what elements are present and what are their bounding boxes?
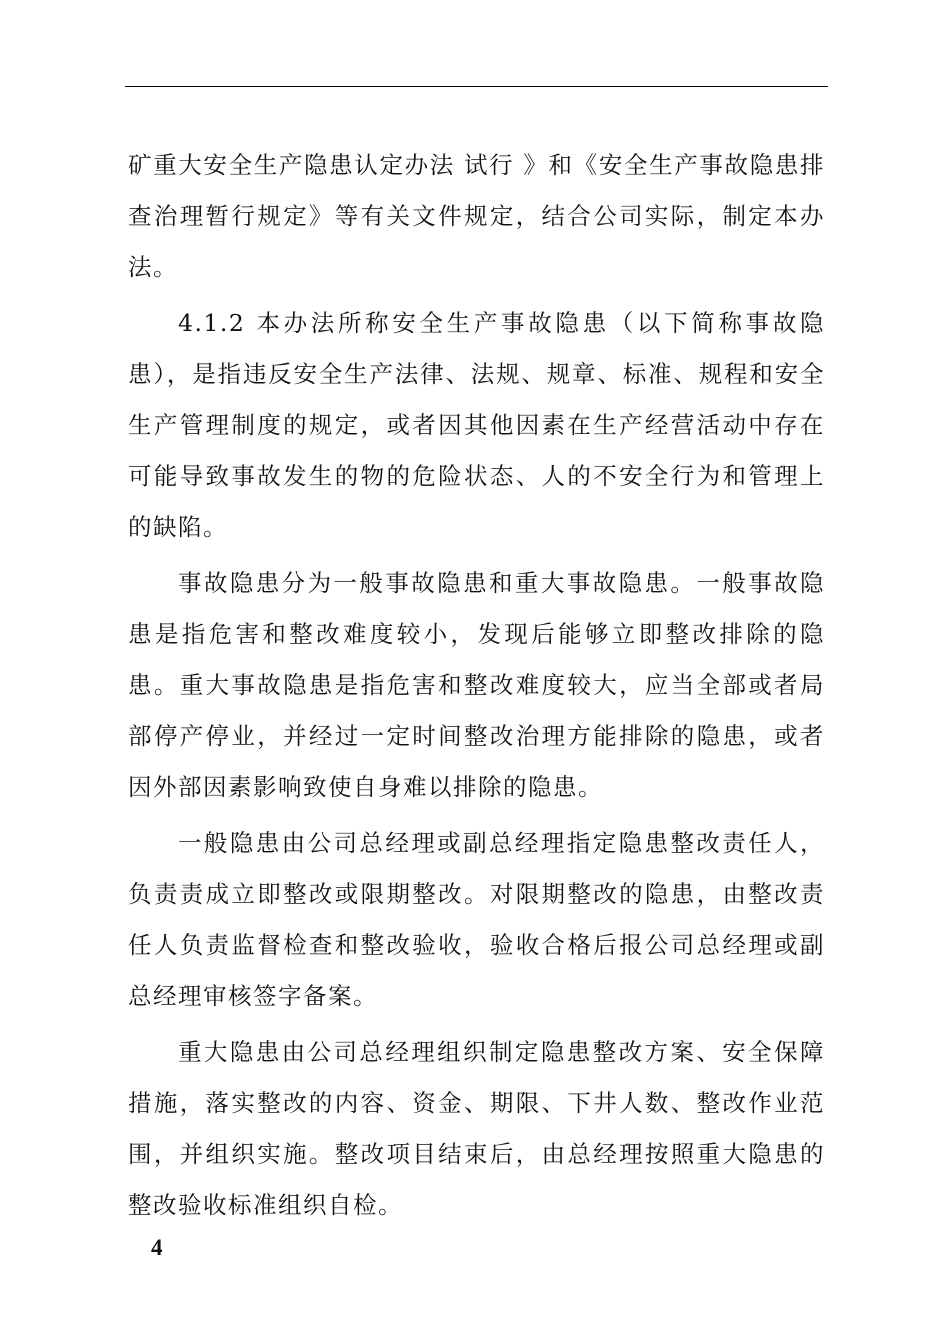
page-number: 4 bbox=[151, 1235, 163, 1260]
document-body bbox=[128, 140, 825, 1236]
page-footer bbox=[128, 1233, 168, 1263]
paragraph-continuation: 矿重大安全生产隐患认定办法 试行 》和《安全生产事故隐患排查治理暂行规定》等有关文件规定，结合公司实际，制定本办法。 bbox=[128, 151, 825, 281]
header-rule bbox=[125, 86, 828, 87]
paragraph-major-hazard: 重大隐患由公司总经理组织制定隐患整改方案、安全保障措施，落实整改的内容、资金、期限、下井人数、整改作业范围，并组织实施。整改项目结束后，由总经理按照重大隐患的整改验收标准组织自检。 bbox=[128, 1038, 825, 1219]
paragraph-4-1-2: 4.1.2 本办法所称安全生产事故隐患（以下简称事故隐患），是指违反安全生产法律、法规、规章、标准、规程和安全生产管理制度的规定，或者因其他因素在生产经营活动中存在可能导致事故发生的物的危险状态、人的不安全行为和管理上的缺陷。 bbox=[128, 309, 825, 541]
paragraph-hazard-classification: 事故隐患分为一般事故隐患和重大事故隐患。一般事故隐患是指危害和整改难度较小，发现后能够立即整改排除的隐患。重大事故隐患是指危害和整改难度较大，应当全部或者局部停产停业，并经过一定时间整改治理方能排除的隐患，或者因外部因素影响致使自身难以排除的隐患。 bbox=[128, 569, 825, 801]
paragraph-general-hazard: 一般隐患由公司总经理或副总经理指定隐患整改责任人，负责责成立即整改或限期整改。对限期整改的隐患，由整改责任人负责监督检查和整改验收，验收合格后报公司总经理或副总经理审核签字备案。 bbox=[128, 829, 825, 1010]
